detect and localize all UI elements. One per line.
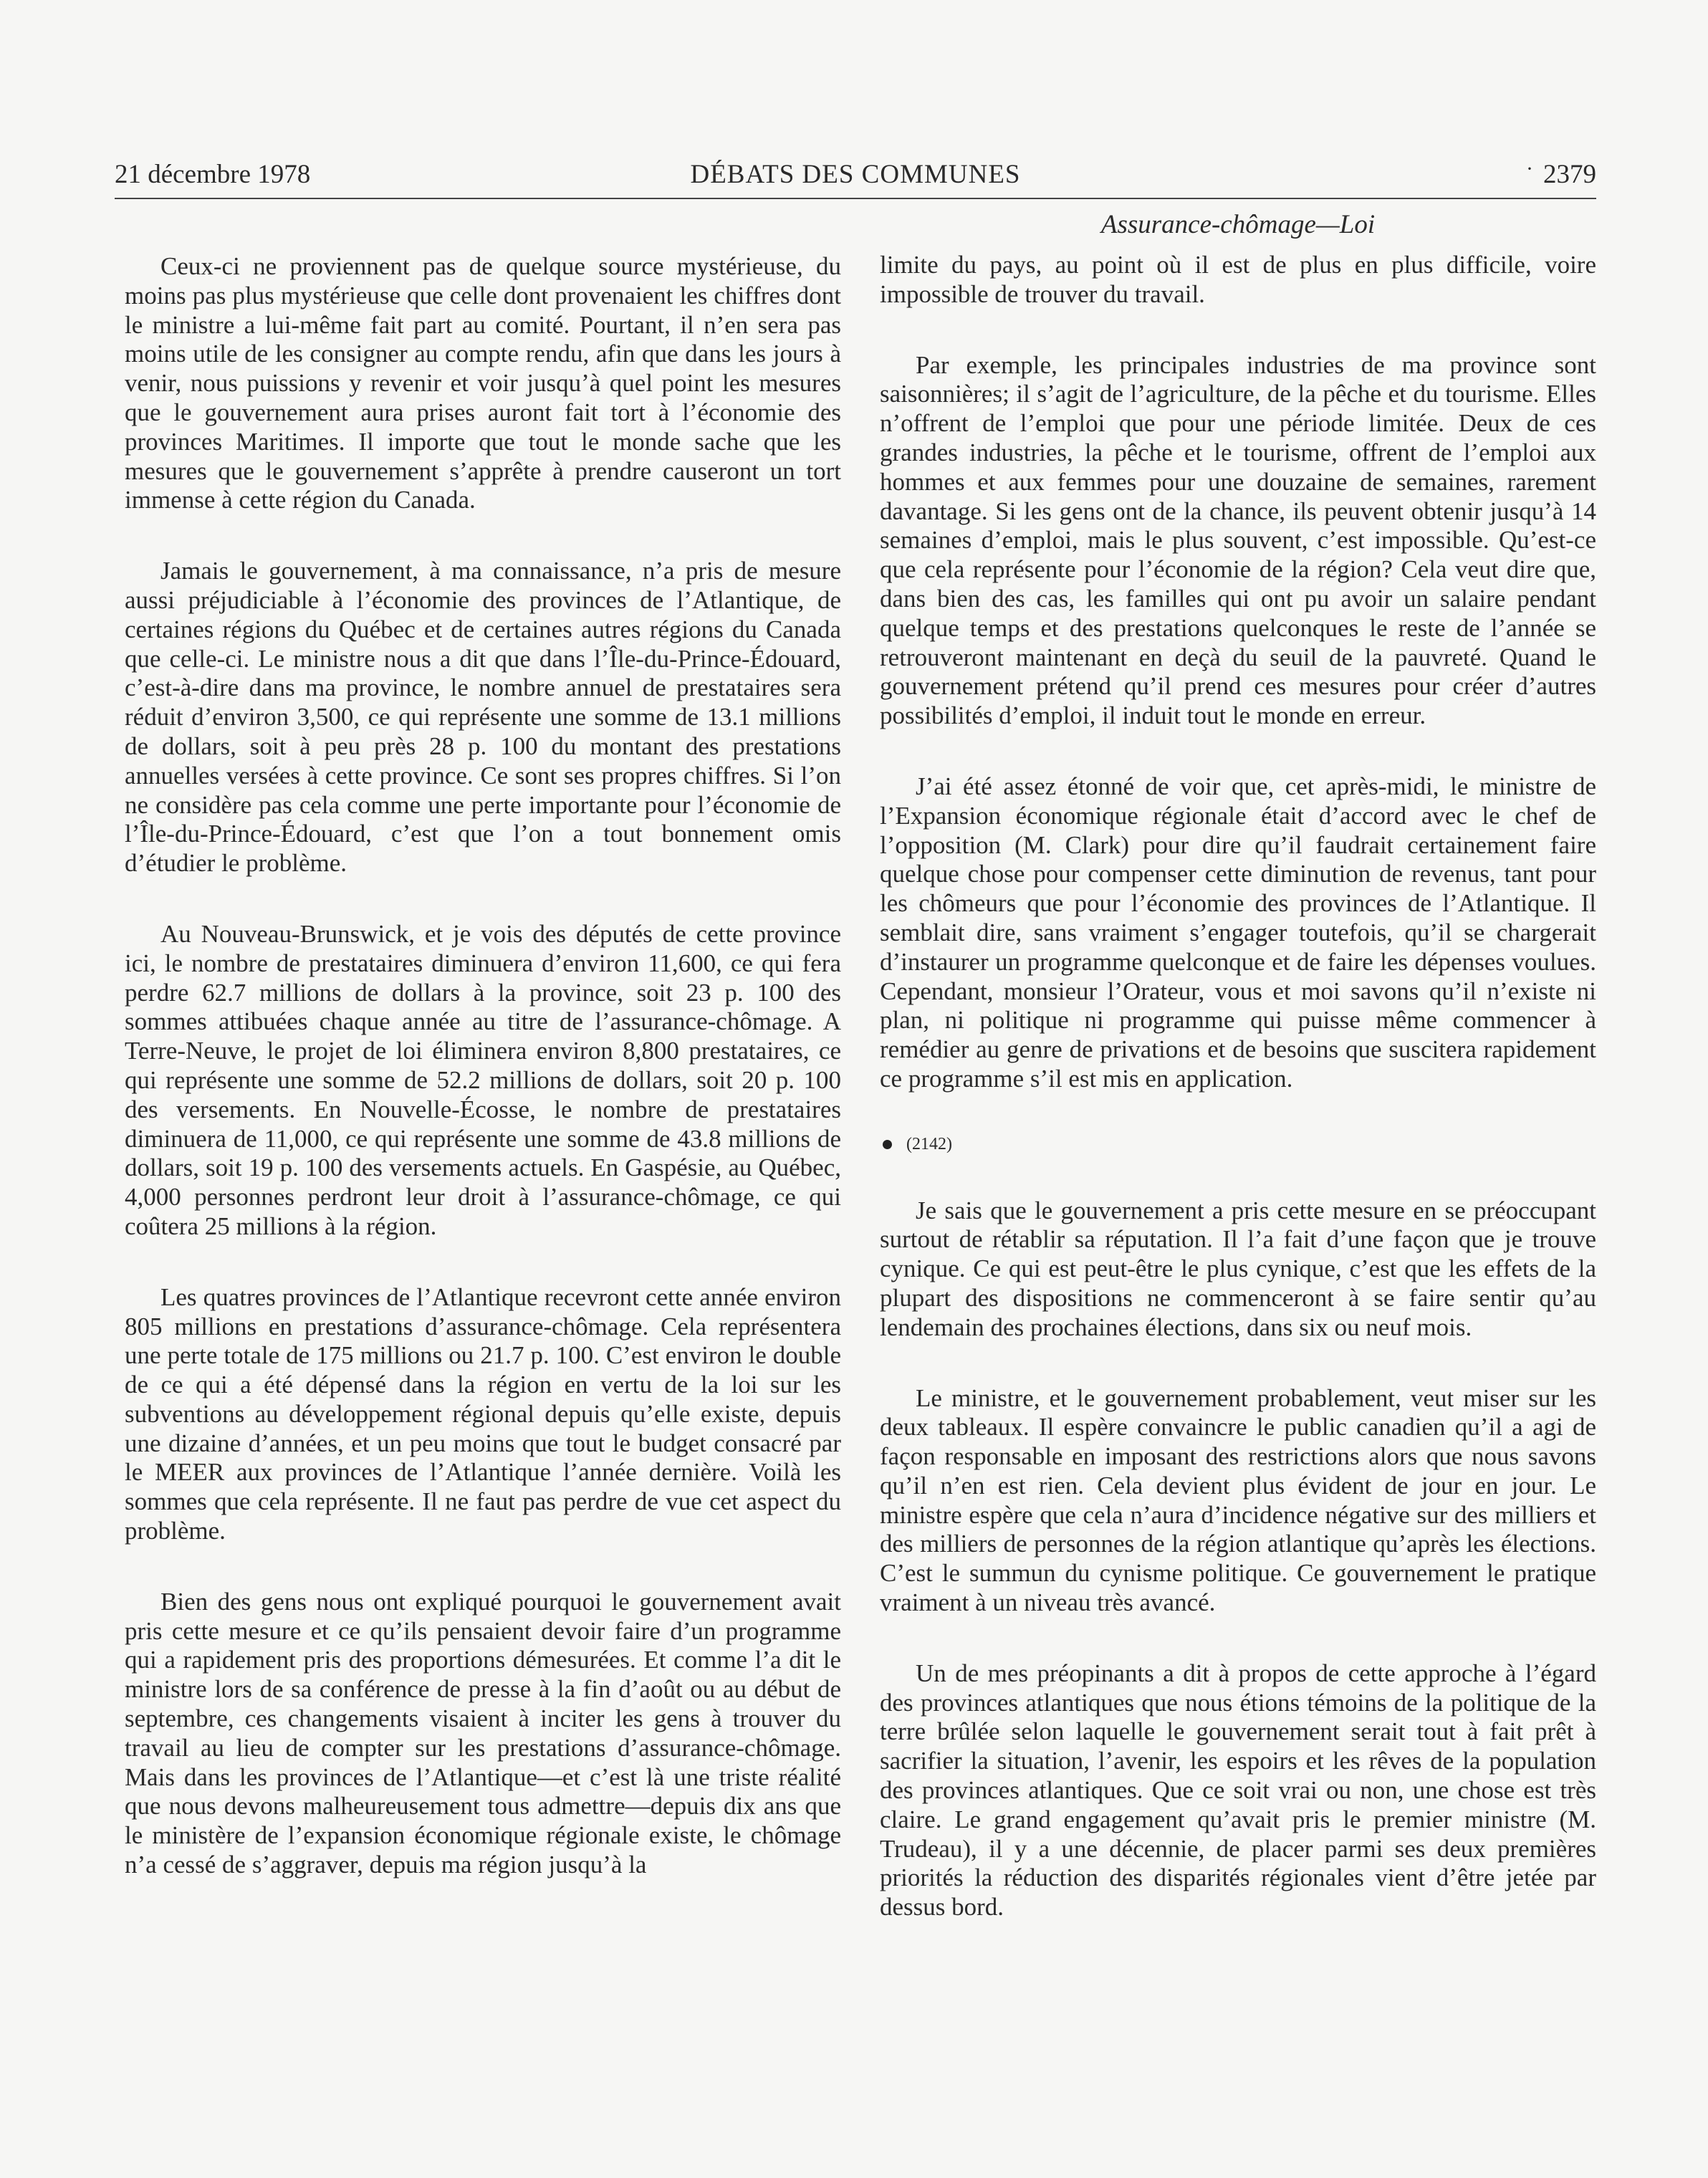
header-date: 21 décembre 1978 — [115, 160, 311, 189]
paragraph: Ceux-ci ne proviennent pas de quelque source mystérieuse, du moins pas plus mystérieuse que celle dont provenaient les chiffres dont le ministre a lui-même fait part au comité. Pourtant, il n’en sera pas moins utile de les consigner au compte rendu, afin que dans les jours à venir, nous puissions y revenir et voir jusqu’à quel point les mesures que le gouvernement aura prises auront fait tort à l’économie des provinces Maritimes. Il importe que tout le monde sache que les mesures que le gouvernement s’apprête à prendre causeront un tort immense à cette région du Canada. — [125, 252, 841, 514]
header-page-number — [1526, 159, 1596, 190]
paragraph: Jamais le gouvernement, à ma connaissance, n’a pris de mesure aussi préjudiciable à l’économie des provinces de l’Atlantique, de certaines régions du Québec et de certaines autres régions du Canada que celle-ci. Le ministre nous a dit que dans l’Île-du-Prince-Édouard, c’est-à-dire dans ma province, le nombre annuel de prestataires sera réduit d’environ 3,500, ce qui représente une somme de 13.1 millions de dollars, soit à peu près 28 p. 100 du montant des prestations annuelles versées à cette province. Ce sont ses propres chiffres. Si l’on ne considère pas cela comme une perte importante pour l’économie de l’Île-du-Prince-Édouard, c’est que l’on a tout bonnement omis d’étudier le problème. — [125, 557, 841, 878]
page-header — [115, 156, 1596, 199]
running-head: Assurance-chômage—Loi — [1100, 210, 1376, 239]
page-dot: · — [1526, 157, 1533, 181]
paragraph: Au Nouveau-Brunswick, et je vois des députés de cette province ici, le nombre de prestataires diminuera d’environ 11,600, ce qui fera perdre 62.7 millions de dollars à la province, soit 23 p. 100 des sommes attibuées chaque année au titre de l’assurance-chômage. A Terre-Neuve, le projet de loi éliminera environ 8,800 prestataires, ce qui représente une somme de 52.2 millions de dollars, soit 20 p. 100 des versements. En Nouvelle-Écosse, le nombre de prestataires diminuera de 11,000, ce qui représente une somme de 43.8 millions de dollars, soit 19 p. 100 des versements actuels. En Gaspésie, au Québec, 4,000 personnes perdront leur droit à l’assurance-chômage, ce qui coûtera 25 millions à la région. — [125, 919, 841, 1240]
right-column — [880, 251, 1596, 1964]
left-column — [125, 252, 841, 1922]
paragraph: Un de mes préopinants a dit à propos de cette approche à l’égard des provinces atlantiques que nous étions témoins de la politique de la terre brûlée selon laquelle le gouvernement serait tout à fait prêt à sacrifier la situation, l’avenir, les espoirs et les rêves de la population des provinces atlantiques. Que ce soit vrai ou non, une chose est très claire. Le grand engagement qu’avait pris le premier ministre (M. Trudeau), il y a une décennie, de placer parmi ses deux premières priorités la réduction des disparités régionales vient d’être jetée par dessus bord. — [880, 1659, 1596, 1922]
page-number: 2379 — [1543, 160, 1596, 189]
time-marker-text: (2142) — [906, 1134, 952, 1153]
paragraph: Bien des gens nous ont expliqué pourquoi le gouvernement avait pris cette mesure et ce qu’ils pensaient devoir faire d’un programme qui a rapidement pris des proportions démesurées. Et comme l’a dit le ministre lors de sa conférence de presse à la fin d’août ou au début de septembre, ces changements visaient à inciter les gens à trouver du travail au lieu de compter sur les prestations d’assurance-chômage. Mais dans les provinces de l’Atlantique—et c’est là une triste réalité que nous devons malheureusement tous admettre—depuis dix ans que le ministère de l’expansion économique régionale existe, le chômage n’a cessé de s’aggraver, depuis ma région jusqu’à la — [125, 1587, 841, 1879]
time-marker — [880, 1130, 1596, 1159]
paragraph: Par exemple, les principales industries de ma province sont saisonnières; il s’agit de l’agriculture, de la pêche et du tourisme. Elles n’offrent de l’emploi que pour une période limitée. Deux de ces grandes industries, la pêche et le tourisme, offrent de l’emploi aux hommes et aux femmes pour une douzaine de semaines, rarement davantage. Si les gens ont de la chance, ils peuvent obtenir jusqu’à 14 semaines d’emploi, mais le plus souvent, c’est impossible. Qu’est-ce que cela représente pour l’économie de la région? Cela veut dire que, dans bien des cas, les familles qui ont pu avoir un salaire pendant quelque temps et des prestations quelconques le reste de l’année se retrouveront maintenant en deçà du seuil de la pauvreté. Quand le gouvernement prétend qu’il prend ces mesures pour créer d’autres possibilités d’emploi, il induit tout le monde en erreur. — [880, 350, 1596, 730]
bullet-icon — [883, 1140, 892, 1149]
header-title: DÉBATS DES COMMUNES — [690, 160, 1021, 189]
paragraph-continuation: limite du pays, au point où il est de plus en plus difficile, voire impossible de trouver du travail. — [880, 251, 1596, 308]
paragraph: Le ministre, et le gouvernement probablement, veut miser sur les deux tableaux. Il espère convaincre le public canadien qu’il a agi de façon responsable en imposant des restrictions alors que nous savons qu’il n’en est rien. Cela devient plus évident de jour en jour. Le ministre espère que cela n’aura d’incidence négative sur des milliers et des milliers de personnes de la région atlantique qu’après les élections. C’est le summun du cynisme politique. Ce gouvernement le pratique vraiment à un niveau très avancé. — [880, 1383, 1596, 1617]
paragraph: Je sais que le gouvernement a pris cette mesure en se préoccupant surtout de rétablir sa réputation. Il l’a fait d’une façon que je trouve cynique. Ce qui est peut-être le plus cynique, c’est que les effets de la plupart des dispositions ne commenceront à se faire sentir qu’au lendemain des prochaines élections, dans six ou neuf mois. — [880, 1196, 1596, 1341]
paragraph: J’ai été assez étonné de voir que, cet après-midi, le ministre de l’Expansion économique régionale était d’accord avec le chef de l’opposition (M. Clark) pour dire qu’il faudrait certainement faire quelque chose pour compenser cette diminution de revenus, tant pour les chômeurs que pour l’économie des provinces de l’Atlantique. Il semblait dire, sans vraiment s’engager toutefois, qu’il se chargerait d’instaurer un programme quelconque et de faire les dépenses voulues. Cependant, monsieur l’Orateur, vous et moi savons qu’il n’existe ni plan, ni politique ni programme qui puisse même commencer à remédier au genre de privations et de besoins que suscitera rapidement ce programme s’il est mis en application. — [880, 772, 1596, 1093]
paragraph: Les quatres provinces de l’Atlantique recevront cette année environ 805 millions en prestations d’assurance-chômage. Cela représentera une perte totale de 175 millions ou 21.7 p. 100. C’est environ le double de ce qui a été dépensé dans la région en vertu de la loi sur les subventions au développement régional depuis qu’elle existe, depuis une dizaine d’années, et un peu moins que tout le budget consacré par le MEER aux provinces de l’Atlantique l’année dernière. Voilà les sommes que cela représente. Il ne faut pas perdre de vue cet aspect du problème. — [125, 1282, 841, 1545]
